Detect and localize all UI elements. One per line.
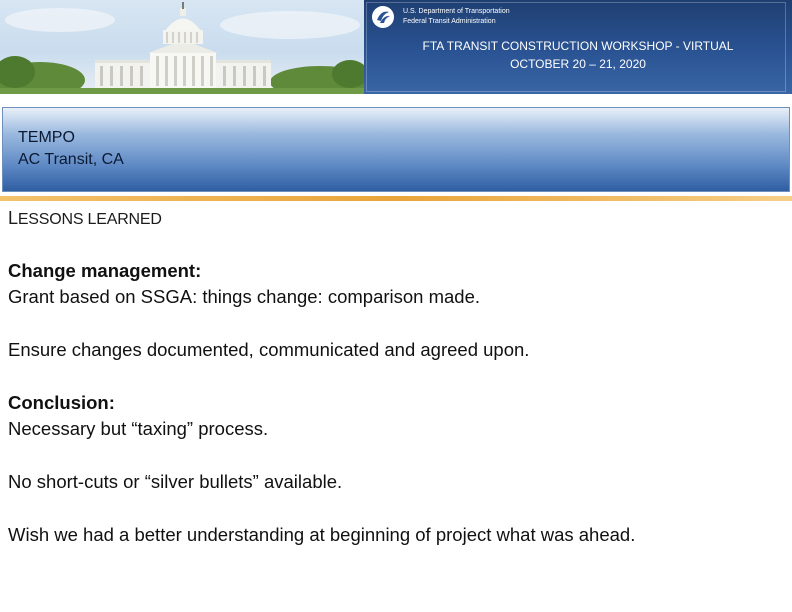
- content-line-necessary: Necessary but “taxing” process.: [8, 418, 269, 439]
- workshop-dates: OCTOBER 20 – 21, 2020: [510, 57, 646, 71]
- section-heading-initial: L: [8, 208, 18, 228]
- content-line-ensure: Ensure changes documented, communicated and agreed upon.: [8, 339, 530, 360]
- agency-location: AC Transit, CA: [18, 151, 124, 168]
- dot-logo-icon: [372, 6, 394, 28]
- agency-name: [403, 7, 510, 27]
- content-line-grant: Grant based on SSGA: things change: comparison made.: [8, 286, 481, 307]
- change-management-heading: Change management:: [8, 260, 202, 281]
- project-name: TEMPO: [18, 129, 75, 146]
- gold-divider: [0, 196, 792, 201]
- workshop-name: FTA TRANSIT CONSTRUCTION WORKSHOP - VIRTUAL: [422, 39, 734, 53]
- header-banner: [0, 0, 792, 95]
- conclusion-heading: Conclusion:: [8, 392, 115, 413]
- slide-content: [8, 258, 788, 548]
- agency-line-1: U.S. Department of Transportation: [403, 8, 510, 15]
- section-heading-rest: ESSONS LEARNED: [17, 211, 162, 228]
- capitol-building-photo: [0, 0, 364, 94]
- slide-title: [18, 127, 124, 171]
- content-line-wish: Wish we had a better understanding at beginning of project what was ahead.: [8, 524, 636, 545]
- workshop-title: [364, 37, 792, 73]
- content-line-shortcuts: No short-cuts or “silver bullets” available.: [8, 471, 343, 492]
- section-heading: [8, 208, 162, 229]
- agency-line-2: Federal Transit Administration: [403, 18, 496, 25]
